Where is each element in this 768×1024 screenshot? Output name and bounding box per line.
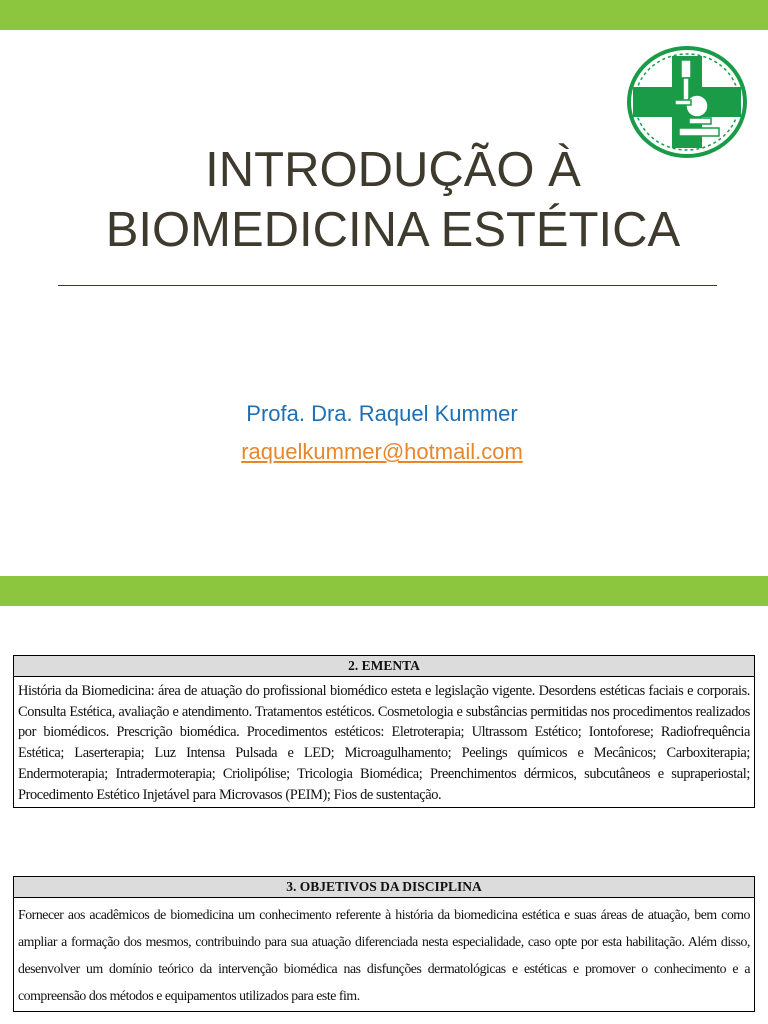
syllabus-page (0, 606, 768, 1024)
title-line-2: BIOMEDICINA ESTÉTICA (105, 203, 681, 257)
bottom-accent-bar (0, 576, 768, 606)
objetivos-text: Fornecer aos acadêmicos de biomedicina um conhecimento referente à história da biomedicina estética e suas áreas de atuação, bem como ampliar a formação dos mesmos, contribuindo para sua atuação diferenciada nesta especialidade, caso opte por esta habilitação. Além disso, desenvolver um domínio teórico da intervenção biomédica nas disfunções dermatológicas e estéticas e promover o conhecimento e a compreensão dos métodos e equipamentos utilizados para este fim. (18, 907, 750, 1003)
objetivos-heading: 3. OBJETIVOS DA DISCIPLINA (14, 877, 754, 898)
presenter-name: Profa. Dra. Raquel Kummer (246, 401, 518, 426)
presenter-email-link[interactable]: raquelkummer@hotmail.com (241, 439, 523, 464)
ementa-table (13, 655, 755, 808)
ementa-heading: 2. EMENTA (14, 656, 754, 677)
top-accent-bar (0, 0, 768, 30)
ementa-text: História da Biomedicina: área de atuação do profissional biomédico esteta e legislação vigente. Desordens estéticas faciais e corporais. Consulta Estética, avaliação e atendimento. Tratamentos estéticos. Cosmetologia e substâncias permitidas nos procedimentos realizados por biomédicos. Prescrição biomédica. Procedimentos estéticos: Eletroterapia; Ultrassom Estético; Iontoforese; Radiofrequência Estética; Laserterapia; Luz Intensa Pulsada e LED; Microagulhamento; Peelings químicos e Mecânicos; Carboxiterapia; Endermoterapia; Intradermoterapia; Criolipólise; Tricologia Biomédica; Preenchimentos dérmicos, subcutâneos e supraperiostal; Procedimento Estético Injetável para Microvasos (PEIM); Fios de sustentação. (18, 683, 750, 803)
title-line-1: INTRODUÇÃO À (205, 143, 581, 197)
slide-title (0, 140, 768, 260)
title-divider (58, 285, 717, 286)
objetivos-table (13, 876, 755, 1012)
